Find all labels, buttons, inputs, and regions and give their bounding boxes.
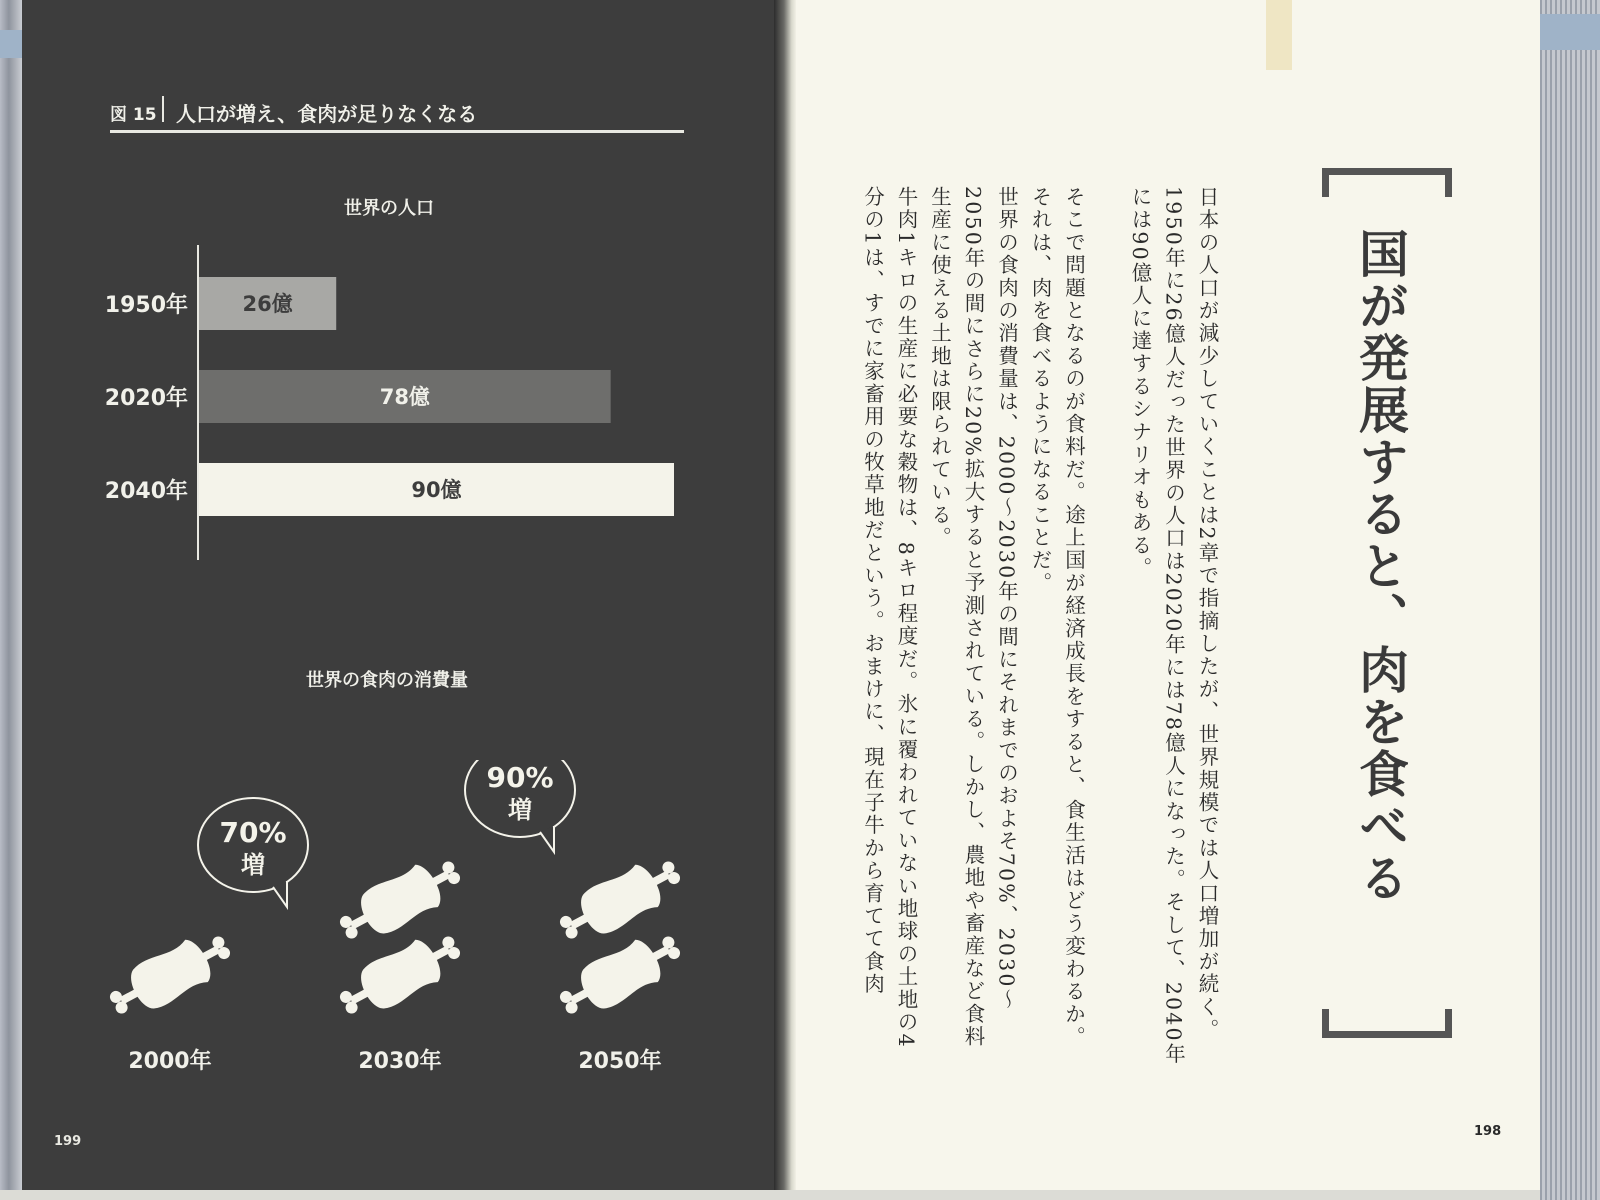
page-number-right: 198 [1474,1124,1502,1139]
meat-icon [332,848,468,951]
meat-icon [102,923,238,1026]
left-sticky-tab [0,30,22,58]
meat-icon [552,923,688,1026]
callout-text: 増 [241,851,265,879]
left-page-edge [0,0,22,1190]
headline-box [1322,168,1438,1038]
right-page-edge [1540,0,1600,1200]
body-paragraph-2: そこで問題となるのが食料だ。途上国が経済成長をすると、食生活はどう変わるか。それは、肉を食べるようになることだ。 [1028,186,1086,1049]
callout-value: 90% [486,761,554,794]
figure-number: 図 15 [110,105,157,125]
callout-tail [273,881,287,907]
body-paragraph-1: 日本の人口が減少していくことは2章で指摘したが、世界規模では人口増加が続く。1950年に26億人だった世界の人口は2020年には78億人になった。そして、2040年には90億人に達するシナリオもある。 [1128,186,1219,1066]
bracket-bottom [1322,1009,1452,1038]
figure-header [110,96,684,133]
right-sticky-tab [1540,14,1600,50]
body-paragraph-3: 世界の食肉の消費量は、2000〜2030年の間にそれまでのおよそ70%、2030〜2050年の間にさらに20%拡大すると予測されている。しかし、農地や畜産など食料生産に使える土地は限られている。 [927,186,1019,1049]
bracket-top [1322,168,1452,197]
meat-chunk [574,860,666,940]
meat-chunk [574,935,666,1015]
meat-chunk [124,935,216,1015]
top-sticky-tab [1266,0,1292,70]
callout-tail [540,826,554,852]
callout-bubble [465,760,575,852]
callout-bubble [198,798,308,907]
meat-icon [332,923,468,1026]
callout-text: 増 [508,796,532,824]
population-value-label: 26億 [242,292,293,316]
meat-icon [552,848,688,951]
callout-value: 70% [219,816,287,849]
population-bar-chart [100,240,700,570]
population-value-label: 90億 [411,478,462,502]
meat-consumption-chart [100,760,700,1090]
figure-title: 人口が増え、食肉が足りなくなる [176,102,478,126]
meat-year-label: 2000年 [128,1049,212,1074]
meat-chunk [354,935,446,1015]
population-chart-title: 世界の人口 [344,198,434,219]
meat-chunk [354,860,446,940]
population-value-label: 78億 [379,385,430,409]
population-year-label: 2040年 [104,479,188,504]
population-year-label: 1950年 [104,293,188,318]
book-gutter [774,0,796,1190]
population-year-label: 2020年 [104,386,188,411]
figure-separator [162,96,164,122]
body-paragraph-4: 牛肉1キロの生産に必要な穀物は、8キロ程度だ。氷に覆われていない地球の土地の4分の1は、すでに家畜用の牧草地だという。おまけに、現在子牛から育てて食肉 [860,186,918,1049]
meat-chart-title: 世界の食肉の消費量 [306,670,468,691]
page-number-left: 199 [54,1134,82,1149]
headline: 国が発展すると、肉を食べる [1351,228,1409,904]
body-text [855,186,1223,1066]
meat-year-label: 2050年 [578,1049,662,1074]
meat-year-label: 2030年 [358,1049,442,1074]
